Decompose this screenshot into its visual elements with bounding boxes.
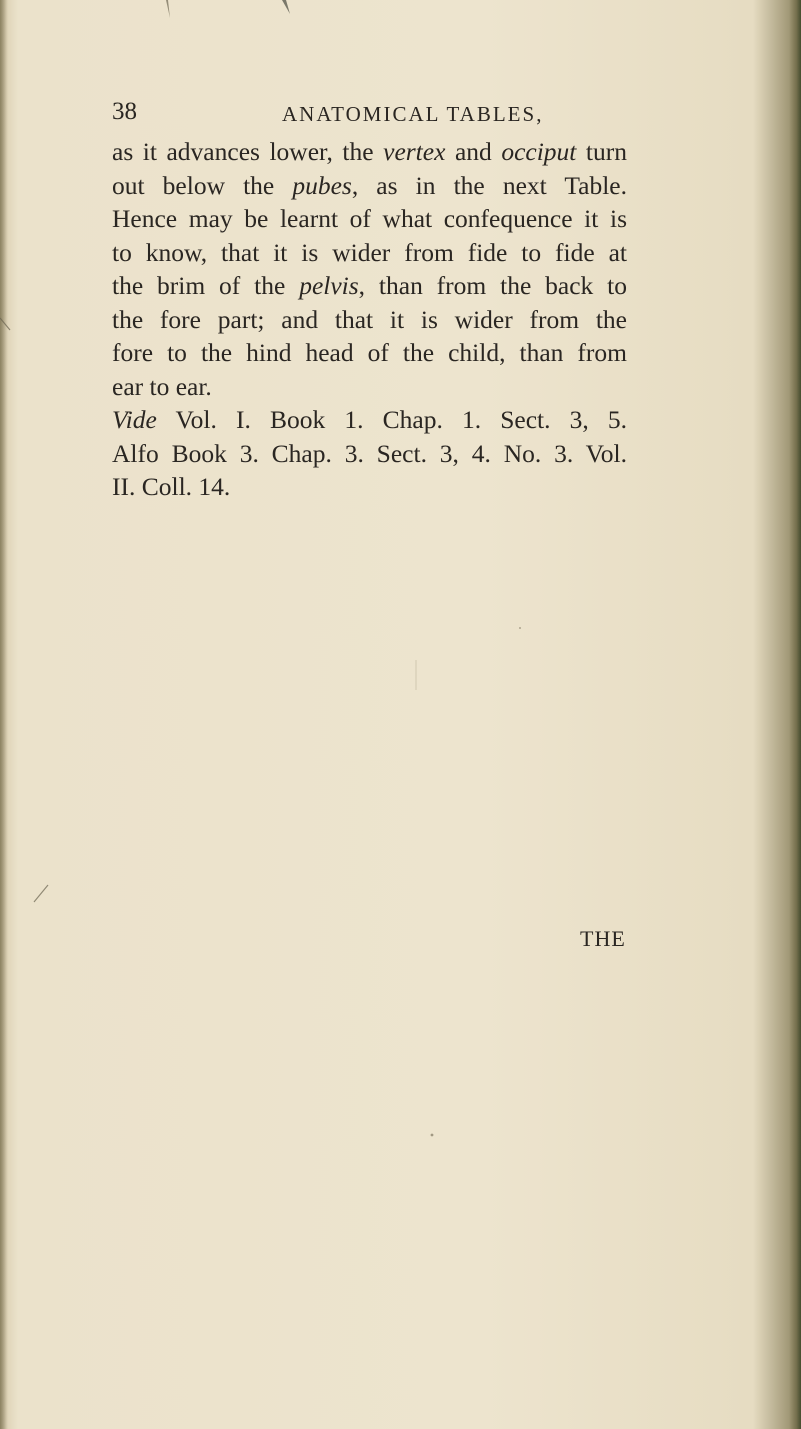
- text-line: Vide Vol. I. Book 1. Chap. 1. Sect. 3, 5.: [112, 405, 627, 434]
- text-line: the brim of the pelvis, than from the back to: [112, 271, 627, 300]
- italic-term: pelvis: [299, 271, 359, 300]
- page-right-edge: [789, 0, 801, 1429]
- text-line: as it advances lower, the vertex and occiput turn: [112, 137, 627, 166]
- italic-term: pubes: [292, 170, 352, 200]
- catchword: THE: [580, 926, 626, 951]
- running-head: ANATOMICAL TABLES,: [282, 102, 544, 126]
- italic-term: vertex: [383, 137, 446, 166]
- page-left-shadow: [0, 0, 8, 1429]
- running-header: [112, 98, 592, 134]
- text-line: the fore part; and that it is wider from the: [112, 304, 627, 334]
- italic-term: occiput: [501, 137, 577, 166]
- text-line: to know, that it is wider from fide to fide at: [112, 237, 627, 267]
- text-line: Hence may be learnt of what confequence it is: [112, 204, 627, 233]
- text-line: fore to the hind head of the child, than from: [112, 338, 627, 367]
- text-line: out below the pubes, as in the next Table.: [112, 170, 627, 200]
- text-line: II. Coll. 14.: [112, 472, 231, 501]
- italic-term: Vide: [112, 405, 157, 434]
- text-line: Alfo Book 3. Chap. 3. Sect. 3, 4. No. 3. Vol.: [112, 438, 627, 468]
- text-line: ear to ear.: [112, 371, 212, 401]
- page-number: 38: [112, 98, 137, 125]
